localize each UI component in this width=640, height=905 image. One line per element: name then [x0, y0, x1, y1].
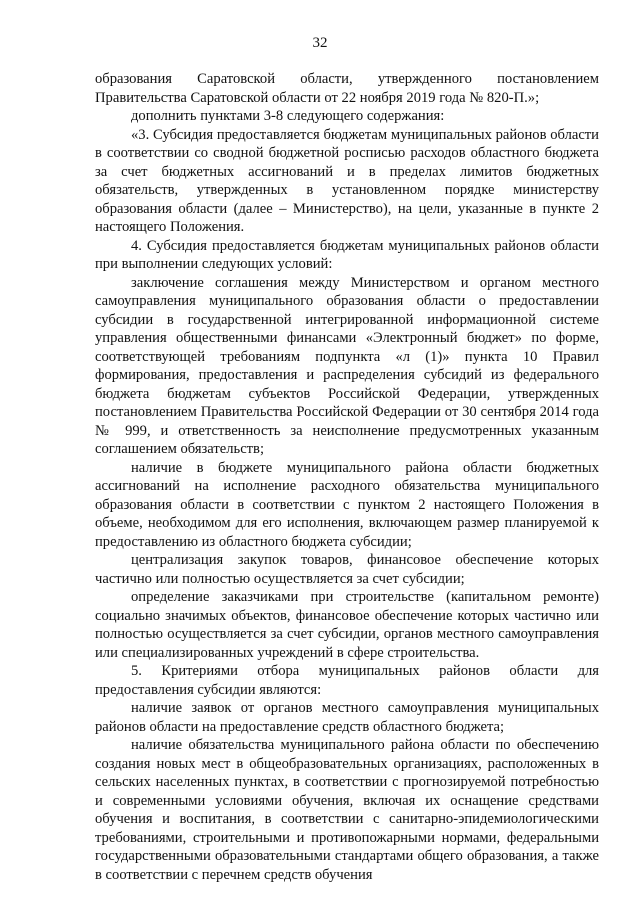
paragraph-11: наличие обязательства муниципального района области по обеспечению создания новых мест в общеобразовательных организациях, расположенных в сельских населенных пунктах, в соответствии с прогнозируемой потребностью и современными условиями обучения, включая их оснащение средствами обучения и воспитания, в соответствии с санитарно-эпидемиологическими требованиями, строительными и противопожарными нормами, федеральными государственными образовательными стандартами общего образования, а также в соответствии с перечнем средств обучения: [95, 737, 599, 883]
paragraph-3: «3. Субсидия предоставляется бюджетам муниципальных районов области в соответствии со сводной бюджетной росписью расходов областного бюджета за счет бюджетных ассигнований и в пределах лимитов бюджетных обязательств, утвержденных в установленном порядке министерству образования области (далее – Министерство), на цели, указанные в пункте 2 настоящего Положения.: [95, 126, 599, 235]
paragraph-4: 4. Субсидия предоставляется бюджетам муниципальных районов области при выполнении следующих условий:: [95, 237, 599, 272]
paragraph-5: заключение соглашения между Министерством и органом местного самоуправления муниципального образования области о предоставлении субсидии в государственной интегрированной информационной системе управления общественными финансами «Электронный бюджет» по форме, соответствующей требованиям подпункта «л (1)» пункта 10 Правил формирования, предоставления и распределения субсидий из федерального бюджета бюджетам субъектов Российской Федерации, утвержденных постановлением Правительства Российской Федерации от 30 сентября 2014 года № 999, и ответственность за неисполнение предусмотренных указанным соглашением обязательств;: [95, 274, 599, 457]
page-number: 32: [312, 35, 328, 51]
paragraph-10: наличие заявок от органов местного самоуправления муниципальных районов области на предоставление средств областного бюджета;: [95, 700, 599, 735]
paragraph-1: образования Саратовской области, утвержденного постановлением Правительства Саратовской области от 22 ноября 2019 года № 820-П.»;: [95, 71, 599, 106]
paragraph-6: наличие в бюджете муниципального района области бюджетных ассигнований на исполнение расходного обязательства муниципального образования области в соответствии с пунктом 2 настоящего Положения в объеме, необходимом для его исполнения, включающем размер планируемой к предоставлению из областного бюджета субсидии;: [95, 459, 599, 550]
paragraph-9: 5. Критериями отбора муниципальных районов области для предоставления субсидии являются:: [95, 663, 599, 698]
paragraph-2: дополнить пунктами 3-8 следующего содержания:: [131, 108, 445, 124]
document-body: [95, 70, 599, 884]
paragraph-7: централизация закупок товаров, финансовое обеспечение которых частично или полностью осуществляется за счет субсидии;: [95, 552, 599, 587]
paragraph-8: определение заказчиками при строительстве (капитальном ремонте) социально значимых объектов, финансовое обеспечение которых частично или полностью осуществляется за счет субсидии, органов местного самоуправления или специализированных учреждений в сфере строительства.: [95, 589, 599, 661]
